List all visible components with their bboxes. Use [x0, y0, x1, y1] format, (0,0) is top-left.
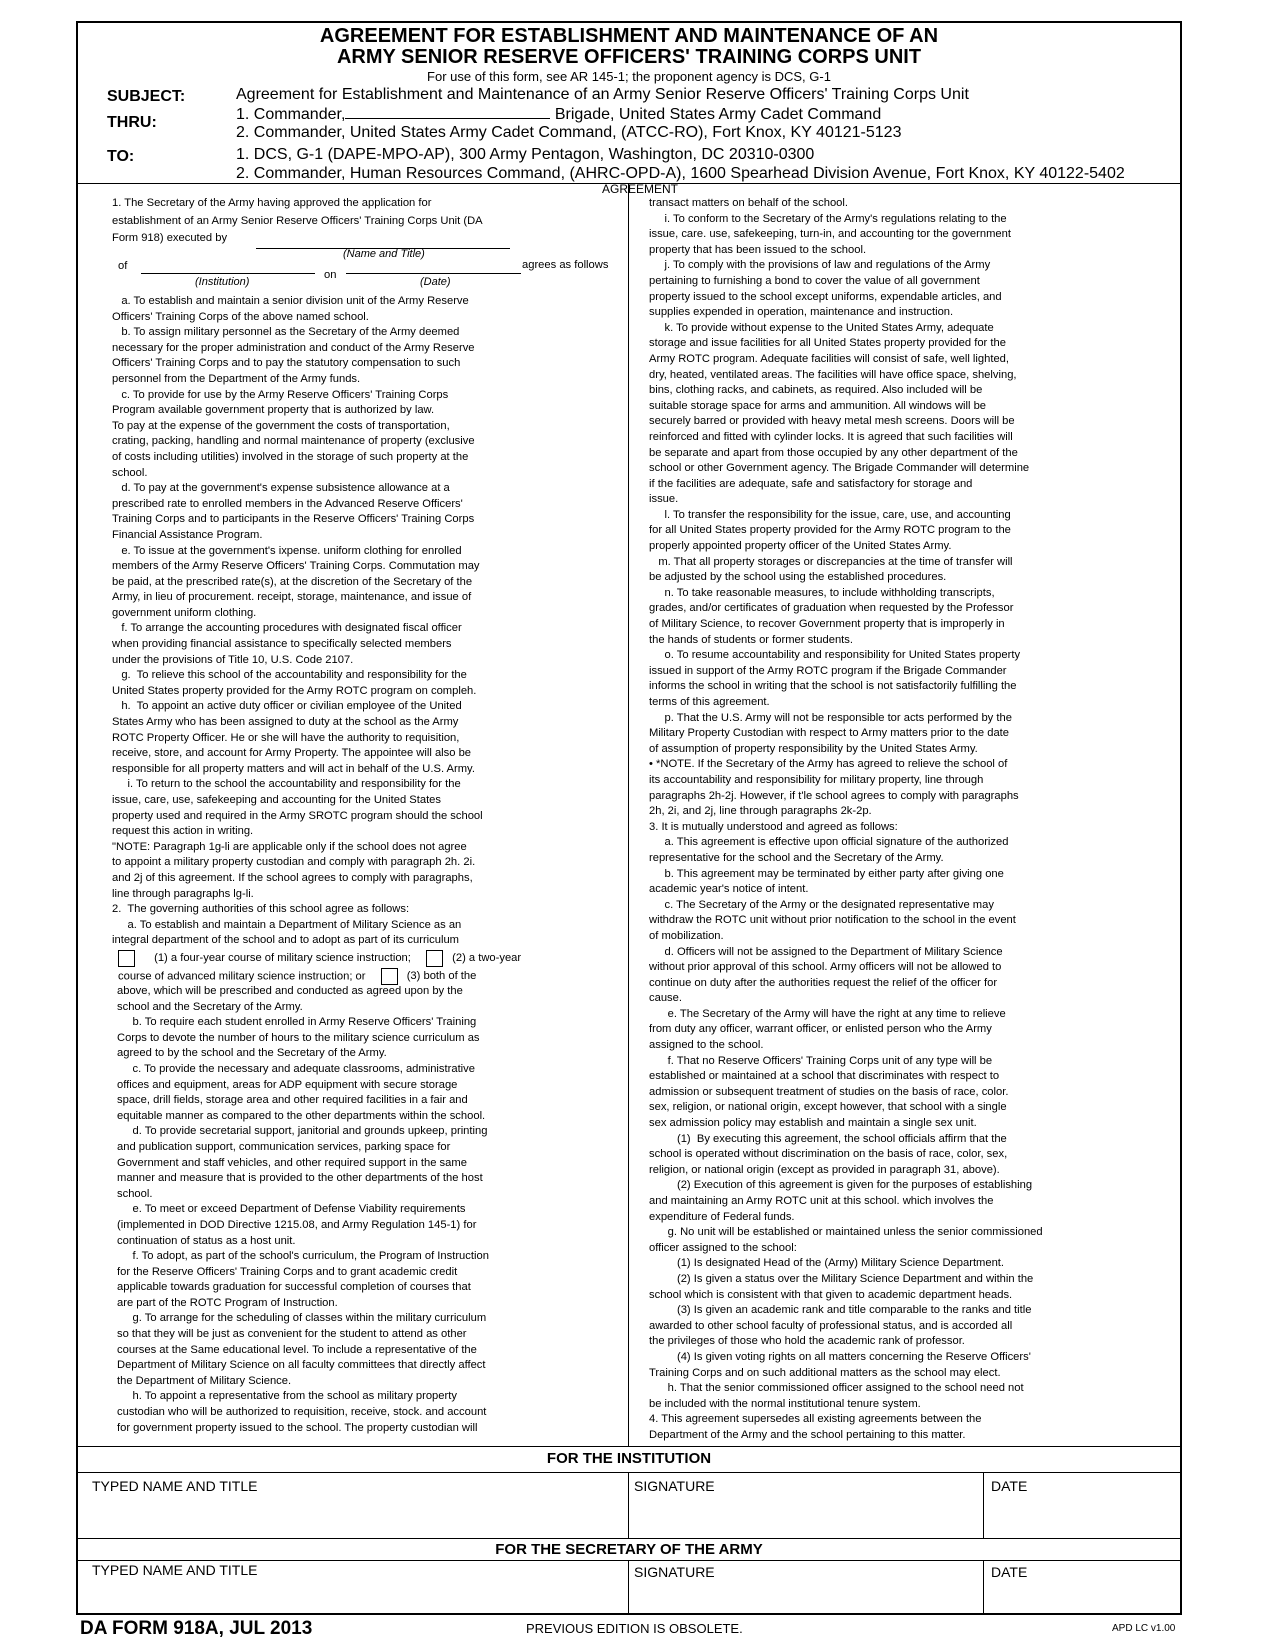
form-title-line2: ARMY SENIOR RESERVE OFFICERS' TRAINING CORPS UNIT: [336, 46, 922, 68]
two-year-course-checkbox[interactable]: [426, 950, 443, 967]
paragraph-line: • *NOTE. If the Secretary of the Army has agreed to relieve the school of: [649, 758, 1008, 771]
institution-signature-field[interactable]: SIGNATURE: [634, 1478, 715, 1494]
paragraph-line: school is operated without discrimination on the basis of race, color, sex,: [649, 1148, 1008, 1161]
institution-typed-name-field[interactable]: TYPED NAME AND TITLE: [92, 1478, 258, 1494]
paragraph-line: of assumption of property responsibility by the United States Army.: [649, 742, 978, 755]
paragraph-line: b. To require each student enrolled in Army Reserve Officers' Training: [117, 1016, 477, 1029]
paragraph-line: g. No unit will be established or maintained unless the senior commissioned: [649, 1226, 1043, 1239]
paragraph-line: when providing financial assistance to specifically selected members: [112, 638, 452, 651]
paragraph-line: i. To conform to the Secretary of the Army's regulations relating to the: [649, 212, 1007, 225]
paragraph-line: government uniform clothing.: [112, 606, 257, 619]
both-courses-checkbox[interactable]: [381, 968, 398, 985]
paragraph-line: paragraphs 2h-2j. However, if t'le school agrees to comply with paragraphs: [649, 789, 1019, 802]
secretary-top-line: [76, 1538, 1182, 1539]
on-label: on: [324, 269, 337, 281]
institution-header-line: [76, 1472, 1182, 1473]
paragraph-line: for government property issued to the school. The property custodian will: [117, 1421, 478, 1434]
agreement-label: AGREEMENT: [601, 182, 678, 196]
paragraph-line: d. Officers will not be assigned to the Department of Military Science: [649, 945, 1003, 958]
paragraph-line: space, drill fields, storage area and other required facilities in a fair and: [117, 1094, 468, 1107]
paragraph-line: h. To appoint a representative from the school as military property: [117, 1390, 457, 1403]
paragraph-line: so that they will be just as convenient for the student to attend as other: [117, 1328, 467, 1341]
paragraph-line: integral department of the school and to adopt as part of its curriculum: [112, 934, 460, 947]
paragraph-line: f. To adopt, as part of the school's curriculum, the Program of Instruction: [117, 1250, 489, 1263]
paragraph-line: Corps to devote the number of hours to the military science curriculum as: [117, 1031, 480, 1044]
secretary-divider-2: [983, 1560, 984, 1615]
subject-value: Agreement for Establishment and Maintenance of an Army Senior Reserve Officers' Training Corps Unit: [236, 86, 969, 103]
paragraph-line: from duty any officer, warrant officer, or enlisted person who the Army: [649, 1023, 992, 1036]
paragraph-line: securely barred or provided with heavy metal mesh screens. Doors will be: [649, 415, 1015, 428]
paragraph-line: f. To arrange the accounting procedures with designated fiscal officer: [112, 622, 462, 635]
paragraph-line: k. To provide without expense to the United States Army, adequate: [649, 321, 994, 334]
paragraph-line: and publication support, communication services, parking space for: [117, 1140, 451, 1153]
paragraph-line: the privileges of those who hold the academic rank of professor.: [649, 1335, 965, 1348]
paragraph-line: Army ROTC program. Adequate facilities will consist of safe, well lighted,: [649, 352, 1010, 365]
paragraph-line: storage and issue facilities for all United States property provided for the: [649, 337, 1006, 350]
paragraph-line: Officers' Training Corps of the above named school.: [112, 310, 369, 323]
of-label: of: [118, 260, 128, 272]
paragraph-line: supplies expended in operation, maintenance and instruction.: [649, 306, 954, 319]
paragraph-line: continuation of status as a host unit.: [117, 1234, 296, 1247]
paragraph-line: crating, packing, handling and normal maintenance of property (exclusive: [112, 435, 475, 448]
paragraph-line: Financial Assistance Program.: [112, 528, 263, 541]
institution-divider-2: [983, 1472, 984, 1538]
paragraph-line: issue, care, use, safekeeping and accounting for the United States: [112, 794, 441, 806]
advanced-course-label: course of advanced military science instruction; or: [118, 970, 366, 983]
paragraph-line: officer assigned to the school:: [649, 1241, 797, 1254]
paragraph-line: property that has been issued to the school.: [649, 243, 867, 256]
paragraph-line: Officers' Training Corps and to pay the statutory compensation to such: [112, 357, 461, 370]
agrees-label: agrees as follows: [522, 259, 609, 271]
paragraph-line: b. This agreement may be terminated by either party after giving one: [649, 867, 1004, 880]
paragraph-line: (3) Is given an academic rank and title comparable to the ranks and title: [649, 1304, 1032, 1317]
paragraph-line: be included with the normal institutional tenure system.: [649, 1397, 921, 1410]
thru-line-1: [236, 104, 881, 124]
column-divider: [628, 183, 629, 1446]
secretary-typed-name-field[interactable]: TYPED NAME AND TITLE: [92, 1562, 258, 1578]
institution-caption: (Institution): [195, 276, 250, 288]
paragraph-line: receive, store, and account for Army Property. The appointee will also be: [112, 747, 472, 760]
paragraph-line: issued in support of the Army ROTC program if the Brigade Commander: [649, 664, 1007, 677]
paragraph-line: agreed to by the school and the Secretary of the Army.: [117, 1047, 387, 1060]
paragraph-line: admission or subsequent treatment of studies on the basis of race, color.: [649, 1085, 1009, 1098]
version-label: APD LC v1.00: [1112, 1623, 1176, 1634]
paragraph-line: d. To provide secretarial support, janitorial and grounds upkeep, printing: [117, 1125, 488, 1138]
paragraph-line: o. To resume accountability and responsibility for United States property: [649, 649, 1021, 662]
paragraph-line: 4. This agreement supersedes all existing agreements between the: [649, 1413, 982, 1426]
paragraph-line: representative for the school and the Secretary of the Army.: [649, 851, 944, 864]
paragraph-line: dry, heated, ventilated areas. The facilities will have office space, shelving,: [649, 368, 1017, 381]
paragraph-line: (2) Execution of this agreement is given for the purposes of establishing: [649, 1179, 1033, 1192]
paragraph-line: 3. It is mutually understood and agreed as follows:: [649, 820, 898, 833]
paragraph-line: be adjusted by the school using the established procedures.: [649, 571, 947, 584]
secretary-divider-1: [628, 1560, 629, 1615]
paragraph-line: school or other Government agency. The Brigade Commander will determine: [649, 462, 1030, 475]
paragraph-line: custodian who will be authorized to requisition, receive, stock. and account: [117, 1406, 487, 1419]
paragraph-line: if the facilities are adequate, safe and satisfactory for storage and: [649, 477, 973, 490]
paragraph-line: property issued to the school except uniforms, expendable articles, and: [649, 290, 1002, 303]
paragraph-line: prescribed rate to enrolled members in the Advanced Reserve Officers': [112, 497, 463, 510]
paragraph-line: c. To provide for use by the Army Reserve Officers' Training Corps: [112, 388, 449, 401]
paragraph-line: be paid, at the prescribed rate(s), at the discretion of the Secretary of the: [112, 575, 473, 588]
paragraph-line: expenditure of Federal funds.: [649, 1210, 795, 1223]
paragraph-line: equitable manner as compared to the other departments within the school.: [117, 1109, 486, 1122]
paragraph-line: g. To relieve this school of the accountability and responsibility for the: [112, 669, 467, 682]
paragraph-line: States Army who has been assigned to duty at the school as the Army: [112, 716, 459, 729]
secretary-heading: FOR THE SECRETARY OF THE ARMY: [495, 1541, 763, 1558]
paragraph-line: Training Corps and on such additional matters as the school may elect.: [649, 1366, 1001, 1379]
paragraph-line: (1) By executing this agreement, the school officials affirm that the: [649, 1132, 1007, 1145]
left-column-intro: [112, 196, 483, 247]
paragraph-line: under the provisions of Title 10, U.S. Code 2107.: [112, 653, 354, 666]
both-courses-label: (3) both of the: [406, 970, 477, 983]
paragraph-line: its accountability and responsibility for military property, line through: [649, 773, 984, 786]
paragraph-line: issue.: [649, 493, 679, 506]
paragraph-line: pertaining to furnishing a bond to cover the value of all government: [649, 274, 980, 287]
paragraph-line: j. To comply with the provisions of law and regulations of the Army: [649, 259, 991, 272]
paragraph-line: academic year's notice of intent.: [649, 883, 809, 896]
brigade-field[interactable]: [345, 104, 550, 119]
four-year-course-checkbox[interactable]: [118, 950, 135, 967]
paragraph-line: above, which will be prescribed and conducted as agreed upon by the: [117, 985, 463, 997]
thru-1-suffix: Brigade, United States Army Cadet Command: [554, 106, 882, 123]
institution-top-line: [76, 1446, 1182, 1447]
paragraph-line: m. That all property storages or discrepancies at the time of transfer will: [649, 555, 1013, 568]
course-options-line1: [118, 950, 521, 967]
paragraph-line: United States property provided for the Army ROTC program on compleh.: [112, 684, 477, 697]
paragraph-line: suitable storage space for arms and ammunition. All windows will be: [649, 399, 987, 412]
date-caption: (Date): [420, 276, 451, 288]
paragraph-line: c. The Secretary of the Army or the designated representative may: [649, 898, 994, 911]
paragraph-line: issue, care. use, safekeeping, turn-in, and accounting tor the government: [649, 228, 1011, 241]
paragraph-line: (1) Is designated Head of the (Army) Military Science Department.: [649, 1257, 1005, 1270]
to-label: TO:: [107, 148, 135, 165]
name-title-caption: (Name and Title): [343, 248, 425, 260]
left-column-paragraphs-b: [117, 984, 489, 1436]
paragraph-line: established or maintained at a school that discriminates with respect to: [649, 1070, 1000, 1083]
paragraph-line: reinforced and fitted with cylinder locks. It is agreed that such facilities will: [649, 430, 1013, 443]
paragraph-line: request this action in writing.: [112, 825, 254, 838]
paragraph-line: necessary for the proper administration and conduct of the Army Reserve: [112, 341, 475, 354]
paragraph-line: Training Corps and to participants in the Reserve Officers' Training Corps: [112, 513, 475, 526]
paragraph-line: applicable towards graduation for successful completion of courses that: [117, 1281, 471, 1294]
paragraph-line: of costs including utilities) involved in the storage of such property at the: [112, 450, 469, 463]
paragraph-line: continue on duty after the authorities request the relief of the officer for: [649, 976, 998, 989]
paragraph-line: religion, or national origin (except as provided in paragraph 31, above).: [649, 1163, 1000, 1176]
paragraph-line: school which is consistent with that given to academic department heads.: [649, 1288, 1013, 1301]
paragraph-line: and maintaining an Army ROTC unit at this school. which involves the: [649, 1195, 994, 1207]
form-title-line1: AGREEMENT FOR ESTABLISHMENT AND MAINTENANCE OF AN: [319, 25, 939, 47]
paragraph-line: transact matters on behalf of the school.: [649, 197, 848, 209]
paragraph-line: sex admission policy may establish and maintain a single sex unit.: [649, 1117, 977, 1130]
right-column-paragraphs: [649, 196, 1043, 1444]
paragraph-line: l. To transfer the responsibility for the issue, care, use, and accounting: [649, 508, 1011, 521]
paragraph-line: terms of this agreement.: [649, 696, 770, 708]
paragraph-line: (implemented in DOD Directive 1215.08, and Army Regulation 145-1) for: [117, 1218, 477, 1231]
paragraph-line: i. To return to the school the accountability and responsibility for the: [112, 778, 461, 791]
paragraph-line: f. That no Reserve Officers' Training Corps unit of any type will be: [649, 1054, 993, 1067]
intro-line: Form 918) executed by: [112, 232, 228, 245]
paragraph-line: Government and staff vehicles, and other required support in the same: [117, 1156, 467, 1169]
paragraph-line: a. This agreement is effective upon official signature of the authorized: [649, 836, 1009, 849]
paragraph-line: responsible for all property matters and will act in behalf of the U.S. Army.: [112, 762, 475, 775]
paragraph-line: manner and measure that is provided to the other departments of the host: [117, 1172, 483, 1185]
paragraph-line: courses at the Same educational level. To include a representative of the: [117, 1343, 477, 1356]
paragraph-line: for the Reserve Officers' Training Corps and to grant academic credit: [117, 1265, 458, 1278]
paragraph-line: p. That the U.S. Army will not be responsible tor acts performed by the: [649, 711, 1012, 724]
paragraph-line: of mobilization.: [649, 929, 724, 942]
paragraph-line: withdraw the ROTC unit without prior notification to the school in the event: [649, 914, 1016, 927]
paragraph-line: 2h, 2i, and 2j, line through paragraphs 2k-2p.: [649, 805, 872, 818]
paragraph-line: of Military Science, to recover Government property that is improperly in: [649, 618, 1005, 631]
paragraph-line: property used and required in the Army SROTC program should the school: [112, 809, 483, 822]
four-year-course-label: (1) a four-year course of military science instruction;: [154, 952, 411, 965]
paragraph-line: awarded to other school faculty of professional status, and is accorded all: [649, 1319, 1013, 1332]
paragraph-line: are part of the ROTC Program of Instruction.: [117, 1296, 338, 1309]
thru-line-2: 2. Commander, United States Army Cadet Command, (ATCC-RO), Fort Knox, KY 40121-5123: [236, 124, 902, 141]
paragraph-line: be separate and apart from those occupied by any other department of the: [649, 446, 1018, 459]
paragraph-line: bins, clothing racks, and cabinets, as required. Also included will be: [649, 384, 983, 397]
paragraph-line: a. To establish and maintain a senior division unit of the Army Reserve: [112, 295, 469, 307]
paragraph-line: (4) Is given voting rights on all matters concerning the Reserve Officers': [649, 1350, 1031, 1363]
paragraph-line: "NOTE: Paragraph 1g-li are applicable only if the school does not agree: [112, 840, 467, 853]
institution-field[interactable]: [141, 273, 315, 274]
paragraph-line: sex, religion, or national origin, except however, that school with a single: [649, 1101, 1007, 1114]
paragraph-line: e. To issue at the government's ixpense. uniform clothing for enrolled: [112, 544, 462, 557]
paragraph-line: (2) Is given a status over the Military Science Department and within the: [649, 1272, 1034, 1285]
paragraph-line: ROTC Property Officer. He or she will have the authority to requisition,: [112, 731, 460, 744]
paragraph-line: Department of the Army and the school pertaining to this matter.: [649, 1428, 966, 1441]
subject-label: SUBJECT:: [107, 88, 186, 105]
paragraph-line: e. To meet or exceed Department of Defense Viability requirements: [117, 1203, 466, 1216]
paragraph-line: d. To pay at the government's expense subsistence allowance at a: [112, 482, 450, 495]
to-line-1: 1. DCS, G-1 (DAPE-MPO-AP), 300 Army Pentagon, Washington, DC 20310-0300: [236, 146, 815, 163]
intro-line: establishment of an Army Senior Reserve Officers' Training Corps Unit (DA: [112, 214, 483, 227]
intro-line: 1. The Secretary of the Army having approved the application for: [112, 197, 432, 209]
paragraph-line: properly appointed property officer of the United States Army.: [649, 540, 952, 553]
secretary-signature-field[interactable]: SIGNATURE: [634, 1564, 715, 1580]
paragraph-line: grades, and/or certificates of graduation when requested by the Professor: [649, 602, 1014, 615]
paragraph-line: To pay at the expense of the government the costs of transportation,: [112, 419, 450, 432]
to-line-2: 2. Commander, Human Resources Command, (AHRC-OPD-A), 1600 Spearhead Division Avenue, Fort Knox, KY 40122-5402: [236, 165, 1125, 182]
paragraph-line: a. To establish and maintain a Department of Military Science as an: [112, 918, 462, 931]
paragraph-line: the hands of students or former students.: [649, 633, 853, 646]
paragraph-line: n. To take reasonable measures, to include withholding transcripts,: [649, 586, 995, 599]
paragraph-line: informs the school in writing that the school is not satisfactorily fulfilling the: [649, 680, 1017, 693]
two-year-course-label: (2) a two-year: [452, 952, 522, 965]
paragraph-line: h. That the senior commissioned officer assigned to the school need not: [649, 1382, 1024, 1395]
paragraph-line: without prior approval of this school. Army officers will not be allowed to: [649, 961, 1002, 974]
thru-1-prefix: 1. Commander,: [236, 106, 346, 123]
date-field[interactable]: [346, 273, 521, 274]
paragraph-line: school.: [112, 466, 148, 479]
paragraph-line: Program available government property that is authorized by law.: [112, 404, 435, 417]
institution-heading: FOR THE INSTITUTION: [546, 1450, 712, 1467]
course-options-line2: [118, 968, 476, 985]
form-id: DA FORM 918A, JUL 2013: [80, 1618, 313, 1639]
paragraph-line: Military Property Custodian with respect to Army matters prior to the date: [649, 727, 1010, 740]
paragraph-line: and 2j of this agreement. If the school agrees to comply with paragraphs,: [112, 871, 473, 884]
secretary-header-line: [76, 1560, 1182, 1561]
paragraph-line: b. To assign military personnel as the Secretary of the Army deemed: [112, 326, 460, 339]
paragraph-line: the Department of Military Science.: [117, 1374, 292, 1387]
paragraph-line: g. To arrange for the scheduling of classes within the military curriculum: [117, 1312, 487, 1325]
paragraph-line: 2. The governing authorities of this school agree as follows:: [112, 903, 410, 916]
paragraph-line: Department of Military Science on all faculty committees that directly affect: [117, 1359, 486, 1372]
left-column-paragraphs-a: [112, 294, 483, 949]
paragraph-line: h. To appoint an active duty officer or civilian employee of the United: [112, 700, 462, 713]
paragraph-line: to appoint a military property custodian and comply with paragraph 2h. 2i.: [112, 856, 476, 869]
obsolete-note: PREVIOUS EDITION IS OBSOLETE.: [526, 1621, 743, 1636]
paragraph-line: for all United States property provided for the Army ROTC program to the: [649, 524, 1011, 537]
paragraph-line: cause.: [649, 992, 682, 1005]
paragraph-line: c. To provide the necessary and adequate classrooms, administrative: [117, 1062, 475, 1075]
secretary-date-field[interactable]: DATE: [991, 1564, 1028, 1580]
thru-label: THRU:: [107, 114, 157, 131]
paragraph-line: members of the Army Reserve Officers' Training Corps. Commutation may: [112, 560, 480, 573]
institution-divider-1: [628, 1472, 629, 1538]
paragraph-line: school and the Secretary of the Army.: [117, 1000, 303, 1013]
paragraph-line: assigned to the school.: [649, 1039, 764, 1052]
institution-date-field[interactable]: DATE: [991, 1478, 1028, 1494]
form-usage-note: For use of this form, see AR 145-1; the proponent agency is DCS, G-1: [427, 69, 831, 84]
paragraph-line: school.: [117, 1187, 153, 1200]
paragraph-line: line through paragraphs lg-li.: [112, 887, 254, 900]
paragraph-line: Army, in lieu of procurement. receipt, storage, maintenance, and issue of: [112, 591, 472, 604]
paragraph-line: offices and equipment, areas for ADP equipment with secure storage: [117, 1078, 458, 1091]
paragraph-line: personnel from the Department of the Army funds.: [112, 372, 361, 385]
paragraph-line: e. The Secretary of the Army will have the right at any time to relieve: [649, 1007, 1006, 1020]
